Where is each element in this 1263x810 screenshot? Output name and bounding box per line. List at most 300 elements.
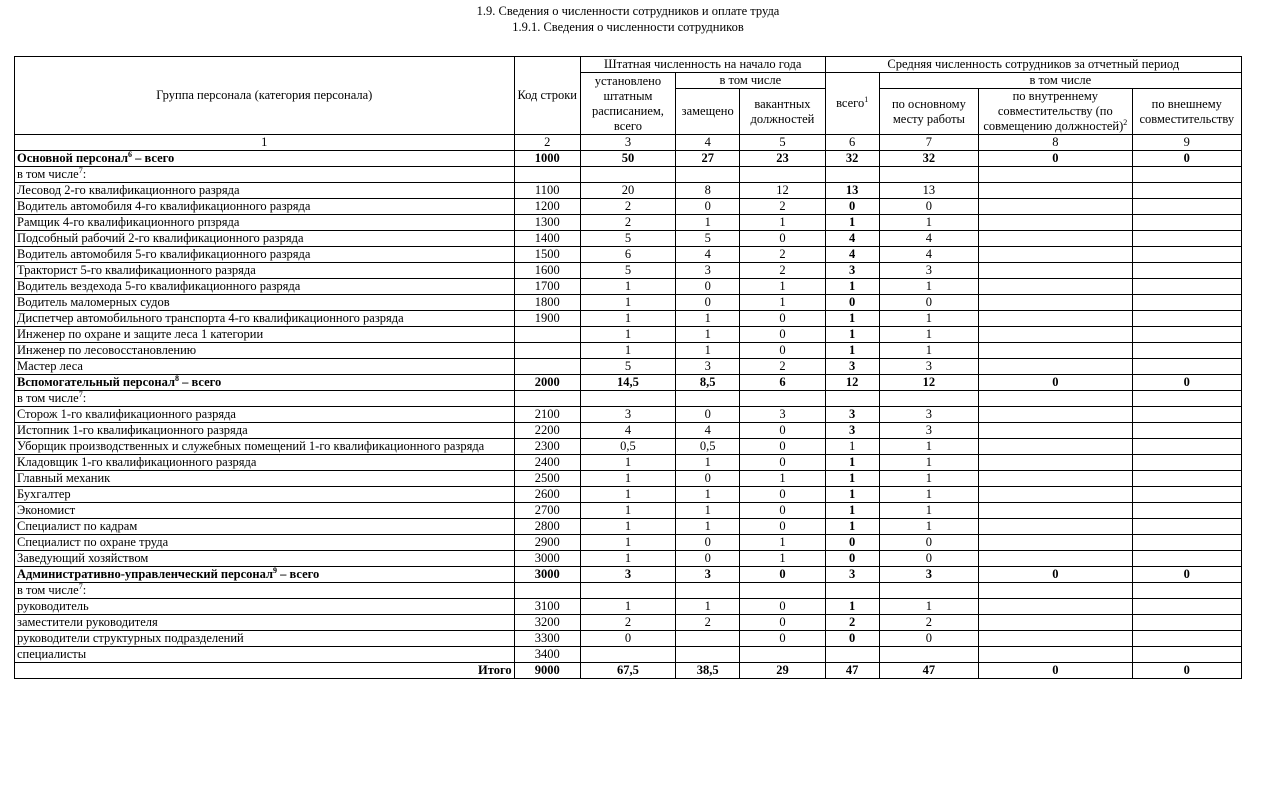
row-name: Экономист bbox=[15, 503, 515, 519]
cell-v9 bbox=[1132, 423, 1241, 439]
column-number: 4 bbox=[676, 135, 740, 151]
cell-v6: 1 bbox=[825, 279, 879, 295]
cell-v8 bbox=[979, 359, 1132, 375]
cell-v7: 1 bbox=[879, 503, 978, 519]
row-name: Специалист по охране труда bbox=[15, 535, 515, 551]
cell-v5: 1 bbox=[740, 295, 825, 311]
row-name: Уборщик производственных и служебных помещений 1-го квалификационного разряда bbox=[15, 439, 515, 455]
cell-v8: 0 bbox=[979, 375, 1132, 391]
cell-v3: 2 bbox=[580, 215, 675, 231]
cell-v7: 1 bbox=[879, 487, 978, 503]
cell-v5: 0 bbox=[740, 567, 825, 583]
cell-v5: 0 bbox=[740, 231, 825, 247]
cell-v7 bbox=[879, 583, 978, 599]
cell-v6: 0 bbox=[825, 631, 879, 647]
table-row bbox=[15, 359, 1242, 375]
cell-v5: 2 bbox=[740, 199, 825, 215]
header-code: Код строки bbox=[514, 57, 580, 135]
cell-v3: 1 bbox=[580, 455, 675, 471]
cell-v8 bbox=[979, 167, 1132, 183]
cell-v6: 4 bbox=[825, 247, 879, 263]
cell-v5: 6 bbox=[740, 375, 825, 391]
row-name: Лесовод 2-го квалификационного разряда bbox=[15, 183, 515, 199]
cell-v9: 0 bbox=[1132, 375, 1241, 391]
cell-v8 bbox=[979, 391, 1132, 407]
row-name: Вспомогательный персонал$^8$ – всего bbox=[15, 375, 515, 391]
cell-v5: 2 bbox=[740, 359, 825, 375]
table-row bbox=[15, 487, 1242, 503]
cell-v6: 1 bbox=[825, 311, 879, 327]
cell-v3: 1 bbox=[580, 311, 675, 327]
header-external: по внешнему совместительству bbox=[1132, 89, 1241, 135]
cell-v3: 1 bbox=[580, 327, 675, 343]
cell-v6: 4 bbox=[825, 231, 879, 247]
cell-v7: 1 bbox=[879, 327, 978, 343]
table-row bbox=[15, 615, 1242, 631]
cell-code: 1300 bbox=[514, 215, 580, 231]
table-row bbox=[15, 279, 1242, 295]
cell-code bbox=[514, 327, 580, 343]
header-staff-start: Штатная численность на начало года bbox=[580, 57, 825, 73]
cell-v8 bbox=[979, 487, 1132, 503]
cell-v8 bbox=[979, 631, 1132, 647]
cell-v3: 1 bbox=[580, 551, 675, 567]
cell-v7 bbox=[879, 647, 978, 663]
cell-v8 bbox=[979, 279, 1132, 295]
cell-v3: 1 bbox=[580, 535, 675, 551]
cell-v5: 1 bbox=[740, 471, 825, 487]
cell-v7: 3 bbox=[879, 423, 978, 439]
cell-code: 9000 bbox=[514, 663, 580, 679]
table-row bbox=[15, 471, 1242, 487]
cell-v9: 0 bbox=[1132, 151, 1241, 167]
cell-code: 2000 bbox=[514, 375, 580, 391]
cell-v4: 1 bbox=[676, 599, 740, 615]
header-main-job: по основному месту работы bbox=[879, 89, 978, 135]
cell-v8 bbox=[979, 647, 1132, 663]
row-name: Главный механик bbox=[15, 471, 515, 487]
cell-v9 bbox=[1132, 503, 1241, 519]
cell-code: 3300 bbox=[514, 631, 580, 647]
table-row bbox=[15, 391, 1242, 407]
cell-v9 bbox=[1132, 471, 1241, 487]
cell-v6 bbox=[825, 167, 879, 183]
table-row bbox=[15, 631, 1242, 647]
cell-v6: 3 bbox=[825, 359, 879, 375]
row-name: Специалист по кадрам bbox=[15, 519, 515, 535]
cell-v3: 1 bbox=[580, 343, 675, 359]
cell-v5: 1 bbox=[740, 215, 825, 231]
cell-v3: 20 bbox=[580, 183, 675, 199]
row-name: в том числе$^7$: bbox=[15, 583, 515, 599]
cell-v4: 4 bbox=[676, 247, 740, 263]
cell-v8 bbox=[979, 199, 1132, 215]
cell-v3 bbox=[580, 647, 675, 663]
cell-v9 bbox=[1132, 183, 1241, 199]
cell-v5: 0 bbox=[740, 455, 825, 471]
column-number: 7 bbox=[879, 135, 978, 151]
cell-v5: 2 bbox=[740, 247, 825, 263]
cell-code: 1100 bbox=[514, 183, 580, 199]
cell-v5: 0 bbox=[740, 615, 825, 631]
cell-v9 bbox=[1132, 247, 1241, 263]
cell-v7: 0 bbox=[879, 535, 978, 551]
row-name: Водитель маломерных судов bbox=[15, 295, 515, 311]
cell-v7: 3 bbox=[879, 407, 978, 423]
cell-v4: 0 bbox=[676, 199, 740, 215]
cell-v7: 1 bbox=[879, 519, 978, 535]
cell-code: 2200 bbox=[514, 423, 580, 439]
row-name: Бухгалтер bbox=[15, 487, 515, 503]
table-row bbox=[15, 583, 1242, 599]
cell-v6: 1 bbox=[825, 487, 879, 503]
cell-v9 bbox=[1132, 295, 1241, 311]
cell-code: 1400 bbox=[514, 231, 580, 247]
cell-code: 3200 bbox=[514, 615, 580, 631]
cell-v7: 4 bbox=[879, 231, 978, 247]
cell-v7: 1 bbox=[879, 455, 978, 471]
cell-v4: 0 bbox=[676, 471, 740, 487]
staff-table bbox=[14, 56, 1242, 679]
cell-v5: 23 bbox=[740, 151, 825, 167]
row-name: в том числе$^7$: bbox=[15, 391, 515, 407]
cell-v5: 29 bbox=[740, 663, 825, 679]
row-name: Основной персонал$^6$ – всего bbox=[15, 151, 515, 167]
cell-v8 bbox=[979, 583, 1132, 599]
cell-v8 bbox=[979, 535, 1132, 551]
table-row bbox=[15, 439, 1242, 455]
row-name: Кладовщик 1-го квалификационного разряда bbox=[15, 455, 515, 471]
cell-v4: 3 bbox=[676, 263, 740, 279]
cell-v4: 3 bbox=[676, 359, 740, 375]
cell-v8 bbox=[979, 615, 1132, 631]
row-name: Инженер по охране и защите леса 1 категории bbox=[15, 327, 515, 343]
cell-v9 bbox=[1132, 279, 1241, 295]
row-name: Водитель автомобиля 5-го квалификационного разряда bbox=[15, 247, 515, 263]
cell-v8 bbox=[979, 295, 1132, 311]
cell-v9 bbox=[1132, 535, 1241, 551]
row-name: Подсобный рабочий 2-го квалификационного разряда bbox=[15, 231, 515, 247]
cell-v4: 0 bbox=[676, 535, 740, 551]
cell-code: 3000 bbox=[514, 551, 580, 567]
cell-v4: 1 bbox=[676, 519, 740, 535]
cell-code: 2100 bbox=[514, 407, 580, 423]
cell-code: 1200 bbox=[514, 199, 580, 215]
cell-v3: 14,5 bbox=[580, 375, 675, 391]
table-row bbox=[15, 263, 1242, 279]
cell-v4 bbox=[676, 583, 740, 599]
cell-v9 bbox=[1132, 359, 1241, 375]
cell-v3: 1 bbox=[580, 295, 675, 311]
cell-code bbox=[514, 343, 580, 359]
cell-v9 bbox=[1132, 455, 1241, 471]
cell-v3: 1 bbox=[580, 503, 675, 519]
row-name: Рамщик 4-го квалификационного рпзряда bbox=[15, 215, 515, 231]
cell-v6: 1 bbox=[825, 455, 879, 471]
row-name: Тракторист 5-го квалификационного разряда bbox=[15, 263, 515, 279]
cell-v9 bbox=[1132, 583, 1241, 599]
cell-v8: 0 bbox=[979, 567, 1132, 583]
cell-v5: 0 bbox=[740, 631, 825, 647]
cell-v4 bbox=[676, 391, 740, 407]
cell-v7: 1 bbox=[879, 215, 978, 231]
document-subtitle: 1.9.1. Сведения о численности сотрудников bbox=[512, 20, 744, 34]
cell-v4: 4 bbox=[676, 423, 740, 439]
table-row bbox=[15, 567, 1242, 583]
cell-v5: 0 bbox=[740, 423, 825, 439]
row-name: Административно-управленческий персонал$^9$ – всего bbox=[15, 567, 515, 583]
cell-v9 bbox=[1132, 407, 1241, 423]
header-vacant: вакантных должностей bbox=[740, 89, 825, 135]
cell-v6: 47 bbox=[825, 663, 879, 679]
row-name: Водитель автомобиля 4-го квалификационного разряда bbox=[15, 199, 515, 215]
cell-v4: 38,5 bbox=[676, 663, 740, 679]
cell-v9 bbox=[1132, 311, 1241, 327]
column-numbers-row bbox=[15, 135, 1242, 151]
column-number: 6 bbox=[825, 135, 879, 151]
cell-v5 bbox=[740, 647, 825, 663]
cell-v3: 5 bbox=[580, 231, 675, 247]
cell-v3: 1 bbox=[580, 279, 675, 295]
cell-v9 bbox=[1132, 487, 1241, 503]
cell-v3 bbox=[580, 391, 675, 407]
cell-v5: 1 bbox=[740, 551, 825, 567]
cell-v6: 1 bbox=[825, 519, 879, 535]
cell-v6: 0 bbox=[825, 551, 879, 567]
row-name: специалисты bbox=[15, 647, 515, 663]
cell-v7: 3 bbox=[879, 359, 978, 375]
cell-v3: 3 bbox=[580, 407, 675, 423]
cell-v6: 3 bbox=[825, 423, 879, 439]
cell-v4 bbox=[676, 631, 740, 647]
document-title: 1.9. Сведения о численности сотрудников и оплате труда bbox=[476, 4, 780, 18]
table-row bbox=[15, 599, 1242, 615]
cell-v5: 0 bbox=[740, 519, 825, 535]
cell-v4: 8,5 bbox=[676, 375, 740, 391]
cell-v3: 3 bbox=[580, 567, 675, 583]
column-number: 3 bbox=[580, 135, 675, 151]
table-row bbox=[15, 327, 1242, 343]
cell-v6: 1 bbox=[825, 439, 879, 455]
cell-v9 bbox=[1132, 327, 1241, 343]
cell-v3: 2 bbox=[580, 199, 675, 215]
cell-v8 bbox=[979, 551, 1132, 567]
table-row bbox=[15, 519, 1242, 535]
cell-v9 bbox=[1132, 231, 1241, 247]
table-row bbox=[15, 311, 1242, 327]
table-row bbox=[15, 503, 1242, 519]
cell-v5 bbox=[740, 167, 825, 183]
column-number: 9 bbox=[1132, 135, 1241, 151]
cell-v6: 3 bbox=[825, 567, 879, 583]
column-number: 8 bbox=[979, 135, 1132, 151]
cell-v7 bbox=[879, 167, 978, 183]
cell-v4: 0,5 bbox=[676, 439, 740, 455]
cell-v6: 1 bbox=[825, 327, 879, 343]
table-row bbox=[15, 215, 1242, 231]
cell-v7: 13 bbox=[879, 183, 978, 199]
cell-code bbox=[514, 359, 580, 375]
row-name: руководитель bbox=[15, 599, 515, 615]
cell-v7: 0 bbox=[879, 551, 978, 567]
cell-v4: 0 bbox=[676, 295, 740, 311]
cell-v8 bbox=[979, 471, 1132, 487]
cell-v8 bbox=[979, 247, 1132, 263]
cell-v5 bbox=[740, 391, 825, 407]
row-name: Водитель вездехода 5-го квалификационного разряда bbox=[15, 279, 515, 295]
cell-v6: 2 bbox=[825, 615, 879, 631]
cell-v9 bbox=[1132, 199, 1241, 215]
cell-v7: 1 bbox=[879, 439, 978, 455]
cell-v6: 0 bbox=[825, 535, 879, 551]
cell-v4: 0 bbox=[676, 279, 740, 295]
column-number: 2 bbox=[514, 135, 580, 151]
cell-v3: 1 bbox=[580, 519, 675, 535]
cell-v8 bbox=[979, 215, 1132, 231]
cell-v7: 47 bbox=[879, 663, 978, 679]
cell-v7: 2 bbox=[879, 615, 978, 631]
cell-code: 1900 bbox=[514, 311, 580, 327]
table-row bbox=[15, 423, 1242, 439]
cell-code bbox=[514, 583, 580, 599]
cell-v6: 3 bbox=[825, 407, 879, 423]
cell-v8 bbox=[979, 599, 1132, 615]
cell-v8: 0 bbox=[979, 151, 1132, 167]
cell-v9 bbox=[1132, 551, 1241, 567]
row-name: в том числе$^7$: bbox=[15, 167, 515, 183]
cell-v3 bbox=[580, 167, 675, 183]
cell-v8 bbox=[979, 407, 1132, 423]
cell-v8 bbox=[979, 439, 1132, 455]
table-row bbox=[15, 551, 1242, 567]
cell-code: 1800 bbox=[514, 295, 580, 311]
cell-v8 bbox=[979, 183, 1132, 199]
header-filled: замещено bbox=[676, 89, 740, 135]
table-row bbox=[15, 647, 1242, 663]
row-name: руководители структурных подразделений bbox=[15, 631, 515, 647]
cell-v4: 8 bbox=[676, 183, 740, 199]
cell-v4: 1 bbox=[676, 215, 740, 231]
table-row bbox=[15, 295, 1242, 311]
table-row bbox=[15, 407, 1242, 423]
cell-v5: 0 bbox=[740, 487, 825, 503]
cell-v3: 1 bbox=[580, 487, 675, 503]
table-row bbox=[15, 535, 1242, 551]
cell-code: 2400 bbox=[514, 455, 580, 471]
header-total: всего$^1$ bbox=[825, 73, 879, 135]
cell-code: 2500 bbox=[514, 471, 580, 487]
header-including-2: в том числе bbox=[879, 73, 1241, 89]
cell-v3: 5 bbox=[580, 263, 675, 279]
cell-v9 bbox=[1132, 647, 1241, 663]
cell-v3: 50 bbox=[580, 151, 675, 167]
row-name: Итого bbox=[15, 663, 515, 679]
header-average: Средняя численность сотрудников за отчетный период bbox=[825, 57, 1241, 73]
cell-v8 bbox=[979, 231, 1132, 247]
cell-v8 bbox=[979, 263, 1132, 279]
cell-code: 2900 bbox=[514, 535, 580, 551]
cell-code: 3400 bbox=[514, 647, 580, 663]
cell-v5: 0 bbox=[740, 311, 825, 327]
cell-v5 bbox=[740, 583, 825, 599]
cell-code: 3100 bbox=[514, 599, 580, 615]
cell-v5: 0 bbox=[740, 503, 825, 519]
cell-v9 bbox=[1132, 631, 1241, 647]
cell-v4: 1 bbox=[676, 455, 740, 471]
cell-v6: 1 bbox=[825, 503, 879, 519]
cell-v4: 1 bbox=[676, 327, 740, 343]
cell-v3: 1 bbox=[580, 599, 675, 615]
table-row bbox=[15, 167, 1242, 183]
cell-v5: 0 bbox=[740, 327, 825, 343]
cell-v6: 0 bbox=[825, 295, 879, 311]
row-name: Инженер по лесовосстановлению bbox=[15, 343, 515, 359]
cell-v7: 1 bbox=[879, 311, 978, 327]
row-name: заместители руководителя bbox=[15, 615, 515, 631]
cell-v6 bbox=[825, 391, 879, 407]
cell-v7: 3 bbox=[879, 263, 978, 279]
cell-code bbox=[514, 167, 580, 183]
cell-v3: 67,5 bbox=[580, 663, 675, 679]
cell-code: 2600 bbox=[514, 487, 580, 503]
cell-v4: 1 bbox=[676, 343, 740, 359]
cell-v5: 1 bbox=[740, 279, 825, 295]
cell-code: 2700 bbox=[514, 503, 580, 519]
cell-v7: 1 bbox=[879, 599, 978, 615]
row-name: Сторож 1-го квалификационного разряда bbox=[15, 407, 515, 423]
cell-v4 bbox=[676, 647, 740, 663]
table-row bbox=[15, 343, 1242, 359]
cell-v3: 1 bbox=[580, 471, 675, 487]
cell-v4: 2 bbox=[676, 615, 740, 631]
cell-v8 bbox=[979, 343, 1132, 359]
row-name: Истопник 1-го квалификационного разряда bbox=[15, 423, 515, 439]
cell-v6: 1 bbox=[825, 471, 879, 487]
cell-v5: 3 bbox=[740, 407, 825, 423]
cell-v3: 0 bbox=[580, 631, 675, 647]
cell-code: 2800 bbox=[514, 519, 580, 535]
cell-v5: 0 bbox=[740, 599, 825, 615]
cell-v6: 3 bbox=[825, 263, 879, 279]
cell-v8 bbox=[979, 327, 1132, 343]
cell-v6: 32 bbox=[825, 151, 879, 167]
header-group: Группа персонала (категория персонала) bbox=[15, 57, 515, 135]
cell-v9 bbox=[1132, 615, 1241, 631]
cell-v6: 12 bbox=[825, 375, 879, 391]
table-row bbox=[15, 375, 1242, 391]
cell-v7 bbox=[879, 391, 978, 407]
cell-v9 bbox=[1132, 439, 1241, 455]
table-row bbox=[15, 151, 1242, 167]
row-name: Заведующий хозяйством bbox=[15, 551, 515, 567]
cell-v8 bbox=[979, 423, 1132, 439]
cell-v4: 1 bbox=[676, 487, 740, 503]
cell-v9 bbox=[1132, 167, 1241, 183]
column-number: 5 bbox=[740, 135, 825, 151]
cell-v9: 0 bbox=[1132, 567, 1241, 583]
header-internal: по внутреннему совместительству (по совмещению должностей)$^2$ bbox=[979, 89, 1132, 135]
cell-v5: 1 bbox=[740, 535, 825, 551]
cell-v4: 1 bbox=[676, 311, 740, 327]
table-row bbox=[15, 231, 1242, 247]
cell-v7: 0 bbox=[879, 295, 978, 311]
cell-v7: 32 bbox=[879, 151, 978, 167]
cell-v9 bbox=[1132, 343, 1241, 359]
cell-v4: 1 bbox=[676, 503, 740, 519]
cell-v5: 0 bbox=[740, 439, 825, 455]
column-number: 1 bbox=[15, 135, 515, 151]
cell-v4: 5 bbox=[676, 231, 740, 247]
